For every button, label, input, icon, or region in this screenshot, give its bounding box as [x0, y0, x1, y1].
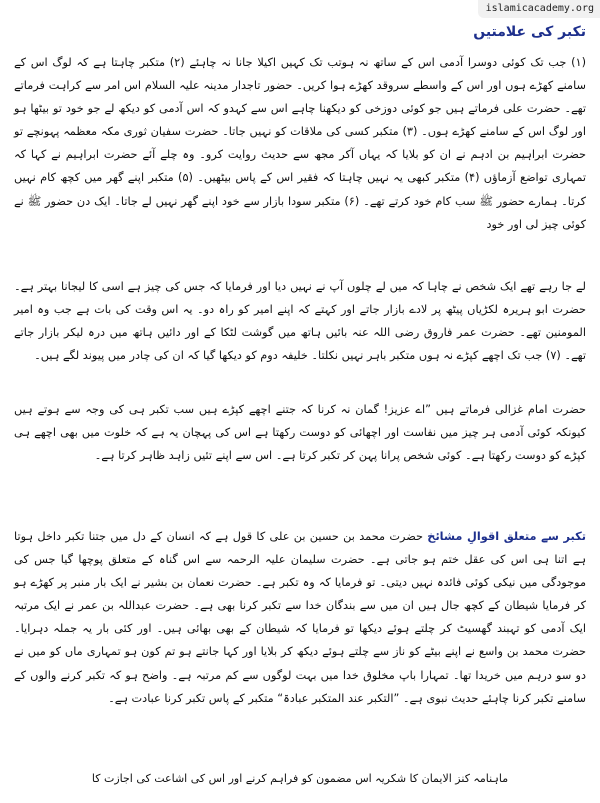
- paragraph-sayings: [14, 525, 586, 710]
- section-heading: تکبر کی علامتیں: [473, 24, 586, 40]
- article: [14, 0, 586, 803]
- paragraph-examples: لے جا رہے تھے ایک شخص نے چاہا کہ میں لے چلوں آپ نے نہیں دیا اور فرمایا کہ جس کی چیز ہے اسی کا لیجانا بہتر ہے۔ حضرت ابو ہریرہ لکڑیاں پیٹھ پر لادے بازار جاتے اور کہتے کہ اپنے امیر کو راہ دو۔ یہ اس وقت کی بات ہے جب وہ امیر المومنین تھے۔ حضرت عمر فاروق رضی اللہ عنہ بائیں ہاتھ میں گوشت لٹکا کے اور دائیں ہاتھ میں درہ لیکر بازار جاتے تھے۔ (۷) جب تک اچھے کپڑے نہ ہوں متکبر باہر نہیں نکلتا۔ خلیفہ دوم کو دیکھا گیا کہ ان کی چادر میں پیوند لگے ہیں۔: [14, 280, 586, 363]
- sayings-lead: تکبر سے متعلق اقوالِ مشائخ: [427, 530, 586, 543]
- footer-credit: ماہنامہ کنز الایمان کا شکریہ اس مضمون کو فراہم کرنے اور اس کی اشاعت کی اجازت کا: [91, 772, 509, 785]
- sayings-text: حضرت محمد بن حسین بن علی کا قول ہے کہ انسان کے دل میں جتنا تکبر داخل ہوتا ہے اتنا ہی اس کی عقل ختم ہو جاتی ہے۔ حضرت سلیمان علیہ الرحمہ سے اس گناہ کے متعلق پوچھا گیا جس کی موجودگی میں نیکی کوئی فائدہ نہیں دیتی۔ تو فرمایا کہ وہ تکبر ہے۔ حضرت نعمان بن بشیر نے ایک بار منبر پر کھڑے ہو کر فرمایا شیطان کے کچھ جال ہیں ان میں سے بندگان خدا سے تکبر کرنا بھی ہے۔ حضرت عبداللہ بن عمر نے ایک مرتبہ ایک آدمی کو تہبند گھسیٹ کر چلتے ہوئے دیکھا تو فرمایا کہ شیطان کے بھی بھائی ہیں۔ اور کئی بار یہ جملہ دہرایا۔ حضرت محمد بن واسع نے اپنے بیٹے کو ناز سے چلتے ہوئے دیکھ کر بلایا اور کہا جانتے ہو تم کون ہو تمہاری ماں کو میں نے دو سو درہم میں خریدا تھا۔ تمہارا باپ مخلوق خدا میں بہت لوگوں سے کم مرتبہ ہے۔ واضح ہو کہ تکبر کرنے والوں کے سامنے تکبر کرنا چاہئے حدیث نبوی ہے۔ ”التکبر عند المتکبر عبادۃ“ متکبر کے پاس تکبر کرنا عبادت ہے۔: [14, 530, 586, 705]
- paragraph-signs: (۱) جب تک کوئی دوسرا آدمی اس کے ساتھ نہ ہوتب تک کہیں اکیلا جانا نہ چاہئے (۲) متکبر چاہتا ہے کہ لوگ اس کے سامنے کھڑے ہوں اور اس کے واسطے سروقد کھڑے ہوا کریں۔ حضور تاجدار مدینہ علیہ السلام اس امر سے کراہت فرماتے تھے۔ حضرت علی فرماتے ہیں جو کوئی دوزخی کو دیکھنا چاہے اس سے کہدو کہ اس آدمی کو دیکھ لے جو خود تو بیٹھا ہو اور لوگ اس کے سامنے کھڑے ہوں۔ (۳) متکبر کسی کی ملاقات کو نہیں جاتا۔ حضرت سفیان ثوری مکہ معظمہ پہونچے تو حضرت ابراہیم بن ادہم نے ان کو بلایا کہ یہاں آکر مجھ سے حدیث روایت کرو۔ وہ چلے آئے حضرت ابراہیم نے کہا کہ تمہاری تواضع آزماؤں (۴) متکبر کبھی یہ نہیں چاہتا کہ فقیر اس کے پاس بیٹھیں۔ (۵) متکبر اپنے گھر میں کچھ کام نہیں کرتا۔ ہمارے حضور ﷺ سب کام خود کرتے تھے۔ (۶) متکبر سودا بازار سے خود اپنے گھر نہیں لے جاتا۔ ایک دن حضور ﷺ نے کوئی چیز لی اور خود: [14, 56, 587, 231]
- site-watermark: islamicacademy.org: [478, 0, 600, 18]
- paragraph-ghazali: حضرت امام غزالی فرماتے ہیں ”اے عزیز! گمان نہ کرنا کہ جتنے اچھے کپڑے ہیں سب تکبر ہی کی وجہ سے ہوتے ہیں کیونکہ کوئی آدمی ہر چیز میں نفاست اور اچھائی کو دوست رکھتا ہے اس کی پہچان یہ ہے کہ خلوت میں بھی اچھے ہی کپڑے کو دوست رکھتا ہے۔ کوئی شخص پرانا پہن کر تکبر کرتا ہے۔ اس سے اپنے تئیں زاہد ظاہر کرتا ہے۔: [14, 403, 586, 463]
